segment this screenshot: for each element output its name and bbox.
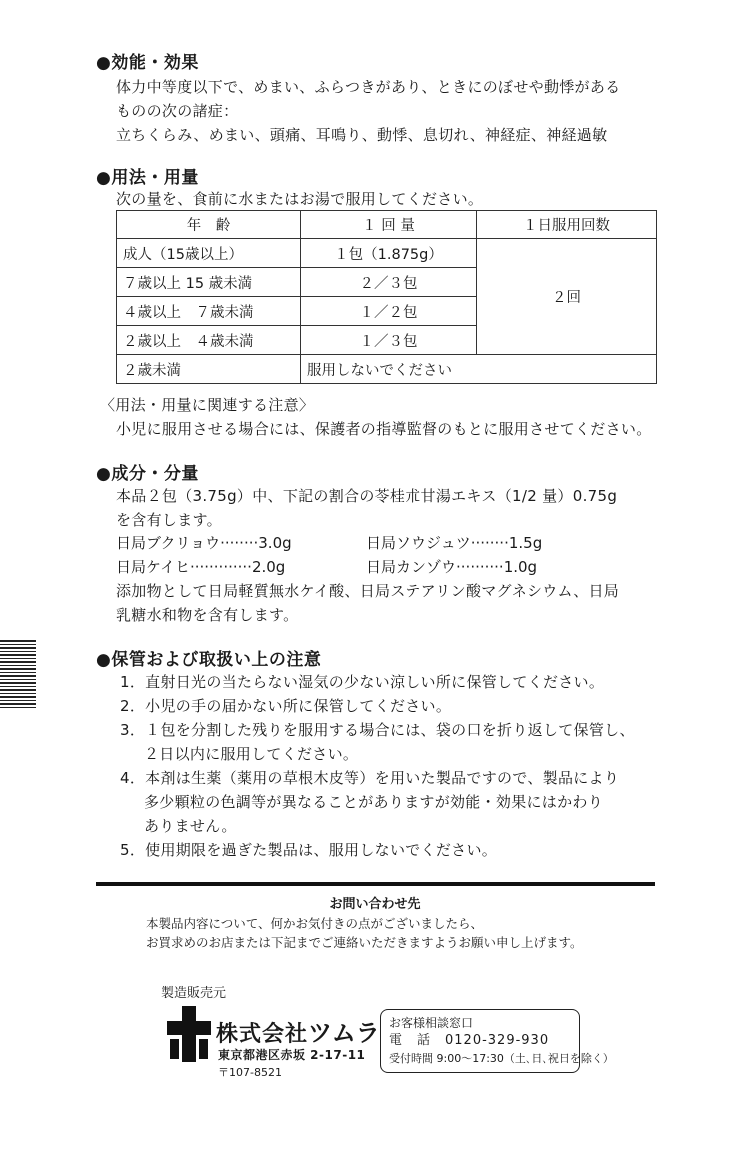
- company-prefix: 株式会社: [216, 1022, 309, 1047]
- ingredient-name: 日局ケイヒ: [116, 558, 190, 576]
- dosage-table: [116, 210, 657, 384]
- storage-item: 1．直射日光の当たらない湿気の少ない涼しい所に保管してください。: [120, 673, 605, 691]
- ingredient-item: [116, 532, 292, 553]
- company-name: [216, 1013, 380, 1048]
- times-cell: ２回: [477, 239, 657, 355]
- call-center-tel: 電 話 0120-329-930: [389, 1033, 550, 1048]
- table-header: 年 齢: [117, 211, 301, 239]
- storage-item: 2．小児の手の届かない所に保管してください。: [120, 697, 452, 715]
- age-cell: 成人（15歳以上）: [117, 239, 301, 268]
- ingredients-line: を含有します。: [116, 511, 222, 529]
- dosage-note: 小児に服用させる場合には、保護者の指導監督のもとに服用させてください。: [116, 420, 652, 438]
- contact-line: お買求めのお店または下記までご連絡いただきますようお願い申し上げます。: [146, 935, 583, 950]
- table-header-row: [117, 211, 657, 239]
- ingredient-amount: 3.0g: [258, 534, 292, 552]
- ingredient-item: [366, 532, 542, 553]
- additive-line: 添加物として日局軽質無水ケイ酸、日局ステアリン酸マグネシウム、日局: [116, 582, 620, 600]
- age-cell: ２歳未満: [117, 355, 301, 384]
- age-cell: ２歳以上 ４歳未満: [117, 326, 301, 355]
- efficacy-line: 立ちくらみ、めまい、頭痛、耳鳴り、動悸、息切れ、神経症、神経過敏: [116, 126, 608, 144]
- amount-cell: ２／３包: [301, 268, 477, 297]
- table-header: １ 回 量: [301, 211, 477, 239]
- dosage-title: ●用法・用量: [96, 168, 199, 188]
- efficacy-title: ●効能・効果: [96, 53, 199, 73]
- ingredient-item: [366, 556, 537, 577]
- call-center-hours: 受付時間 9:00〜17:30（土､日､祝日を除く）: [389, 1052, 614, 1065]
- amount-cell: １包（1.875g）: [301, 239, 477, 268]
- table-header: １日服用回数: [477, 211, 657, 239]
- postal-code: 〒107-8521: [218, 1066, 282, 1079]
- amount-cell: 服用しないでください: [301, 355, 657, 384]
- tsumura-cross-logo-icon: [166, 1005, 212, 1063]
- ingredient-dots: ········: [470, 534, 509, 552]
- age-cell: ４歳以上 ７歳未満: [117, 297, 301, 326]
- ingredient-amount: 1.5g: [508, 534, 543, 552]
- call-center-title: お客様相談窓口: [389, 1016, 474, 1030]
- amount-cell: １／２包: [301, 297, 477, 326]
- storage-item: 多少顆粒の色調等が異なることがありますが効能・効果にはかわり: [144, 793, 604, 811]
- additive-line: 乳糖水和物を含有します。: [116, 606, 299, 624]
- ingredient-amount: 2.0g: [251, 558, 286, 576]
- company-address: 東京都港区赤坂 2-17-11: [218, 1048, 366, 1062]
- ingredient-name: 日局ソウジュツ: [366, 534, 471, 552]
- storage-title: ●保管および取扱い上の注意: [96, 650, 322, 670]
- table-row: [117, 239, 657, 268]
- efficacy-line: ものの次の諸症：: [116, 102, 239, 120]
- call-center-box: [380, 1009, 614, 1073]
- ingredient-amount: 1.0g: [503, 558, 538, 576]
- dosage-note-title: 〈用法・用量に関連する注意〉: [100, 396, 315, 414]
- contact-line: 本製品内容について、何かお気付きの点がございましたら、: [146, 916, 484, 931]
- ingredient-dots: ········: [220, 534, 259, 552]
- storage-item: 5．使用期限を過ぎた製品は、服用しないでください。: [120, 841, 498, 859]
- ingredients-title: ●成分・分量: [96, 464, 199, 484]
- table-row: [117, 355, 657, 384]
- ingredient-dots: ··········: [456, 558, 504, 576]
- ingredient-dots: ·············: [189, 558, 252, 576]
- ingredients-line: 本品２包（3.75g）中、下記の割合の苓桂朮甘湯エキス（1/2 量）0.75g: [116, 487, 618, 505]
- amount-cell: １／３包: [301, 326, 477, 355]
- efficacy-line: 体力中等度以下で、めまい、ふらつきがあり、ときにのぼせや動悸がある: [116, 78, 621, 96]
- age-cell: ７歳以上 15 歳未満: [117, 268, 301, 297]
- ingredient-name: 日局ブクリョウ: [116, 534, 221, 552]
- barcode: [0, 640, 36, 708]
- storage-item: 4．本剤は生薬（薬用の草根木皮等）を用いた製品ですので、製品により: [120, 769, 620, 787]
- company-brand: ツムラ: [308, 1019, 380, 1047]
- maker-label: 製造販売元: [161, 986, 227, 1001]
- ingredient-name: 日局カンゾウ: [366, 558, 457, 576]
- contact-title: お問い合わせ先: [329, 897, 421, 912]
- dosage-intro: 次の量を、食前に水またはお湯で服用してください。: [116, 190, 484, 208]
- storage-item: ２日以内に服用してください。: [144, 745, 359, 763]
- storage-item: 3．１包を分割した残りを服用する場合には、袋の口を折り返して保管し、: [120, 721, 635, 739]
- ingredient-item: [116, 556, 285, 577]
- divider: [96, 882, 655, 886]
- storage-item: ありません。: [144, 817, 237, 835]
